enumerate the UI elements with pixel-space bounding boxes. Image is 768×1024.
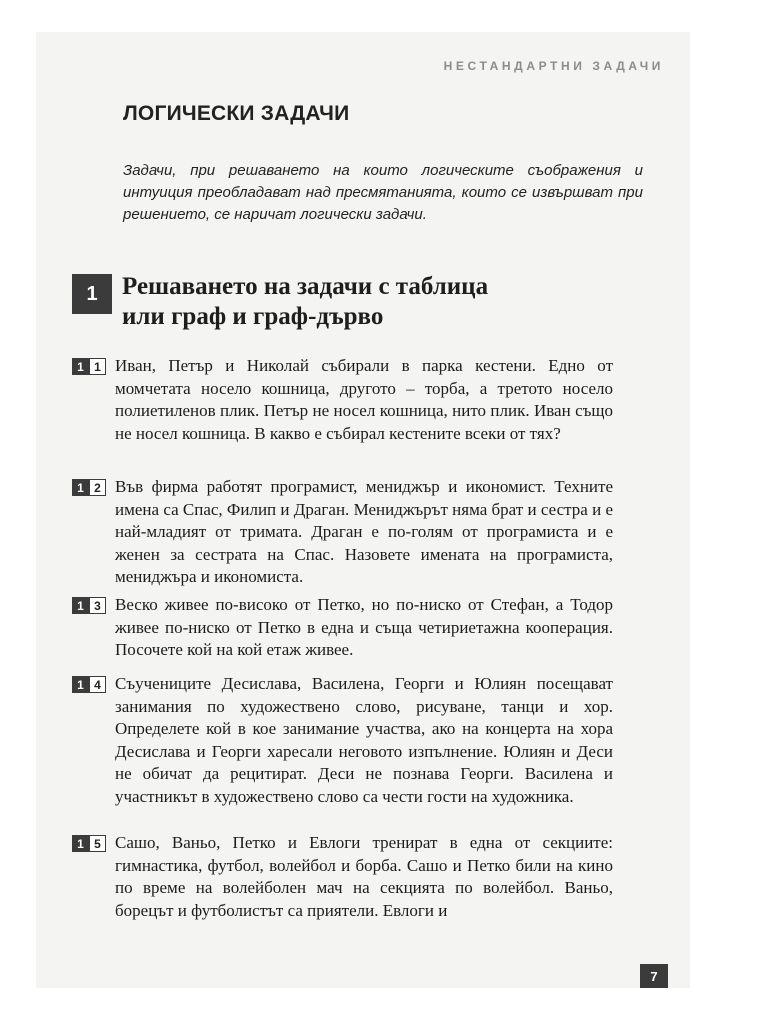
- section-title: ЛОГИЧЕСКИ ЗАДАЧИ: [123, 102, 350, 125]
- problem-number-badge: [72, 835, 106, 852]
- chapter-title-line: Решаването на задачи с таблица: [122, 273, 489, 300]
- problem-text: Иван, Петър и Николай събирали в парка кестени. Едно от момчетата носело кошница, другото – торба, а третото носело полиетиленов плик. Петър не носел кошница, нито плик. Иван също не носел кошница. В какво е събирал кестените всеки от тях?: [115, 356, 613, 443]
- intro-paragraph: Задачи, при решаването на които логическите съображения и интуиция преобладават над пресмятанията, които се извършват при решението, се наричат логически задачи.: [123, 162, 643, 223]
- problem-item: [72, 355, 613, 445]
- problem-text: Във фирма работят програмист, мениджър и икономист. Техните имена са Спас, Филип и Драган. Мениджърът няма брат и сестра и е най-младият от тримата. Драган е по-голям от програмиста и е женен за сестрата на Спас. Назовете имената на програмиста, мениджъра и икономиста.: [115, 477, 613, 586]
- problem-number-badge: [72, 597, 106, 614]
- page-number: 7: [640, 964, 668, 988]
- problem-item: [72, 476, 613, 589]
- problem-chapter-number: 1: [72, 835, 89, 852]
- problem-number: 1: [89, 358, 106, 375]
- problem-item: [72, 594, 613, 662]
- chapter-number-badge: 1: [72, 274, 112, 314]
- problem-chapter-number: 1: [72, 676, 89, 693]
- problem-number: 2: [89, 479, 106, 496]
- problem-chapter-number: 1: [72, 358, 89, 375]
- running-header: НЕСТАНДАРТНИ ЗАДАЧИ: [443, 59, 664, 73]
- problem-number-badge: [72, 358, 106, 375]
- problem-text: Веско живее по-високо от Петко, но по-ниско от Стефан, а Тодор живее по-ниско от Петко в една и съща четириетажна кооперация. Посочете кой на кой етаж живее.: [115, 595, 613, 659]
- problem-number-badge: [72, 479, 106, 496]
- problem-text: Сашо, Ваньо, Петко и Евлоги тренират в една от секциите: гимнастика, футбол, волейбол и борба. Сашо и Петко били на кино по време на волейболен мач на секцията по волейбол. Ваньо, борецът и футболистът са приятели. Евлоги и: [115, 833, 613, 920]
- page: [36, 32, 690, 988]
- problem-number: 3: [89, 597, 106, 614]
- chapter-heading: [72, 272, 488, 332]
- problem-item: [72, 673, 613, 808]
- chapter-title: [122, 272, 488, 332]
- chapter-title-line: или граф и граф-дърво: [122, 303, 384, 330]
- problem-number-badge: [72, 676, 106, 693]
- problem-item: [72, 832, 613, 922]
- problem-number: 4: [89, 676, 106, 693]
- problem-chapter-number: 1: [72, 479, 89, 496]
- problem-chapter-number: 1: [72, 597, 89, 614]
- problem-number: 5: [89, 835, 106, 852]
- problem-text: Съучениците Десислава, Василена, Георги и Юлиян посещават занимания по художествено слово, рисуване, танци и хор. Определете кой в кое занимание участва, ако на концерта на хора Десислава и Георги харесали неговото изпълнение. Юлиян и Деси не обичат да рецитират. Деси не познава Георги. Василена и участникът в художествено слово са чести гости на художника.: [115, 674, 613, 806]
